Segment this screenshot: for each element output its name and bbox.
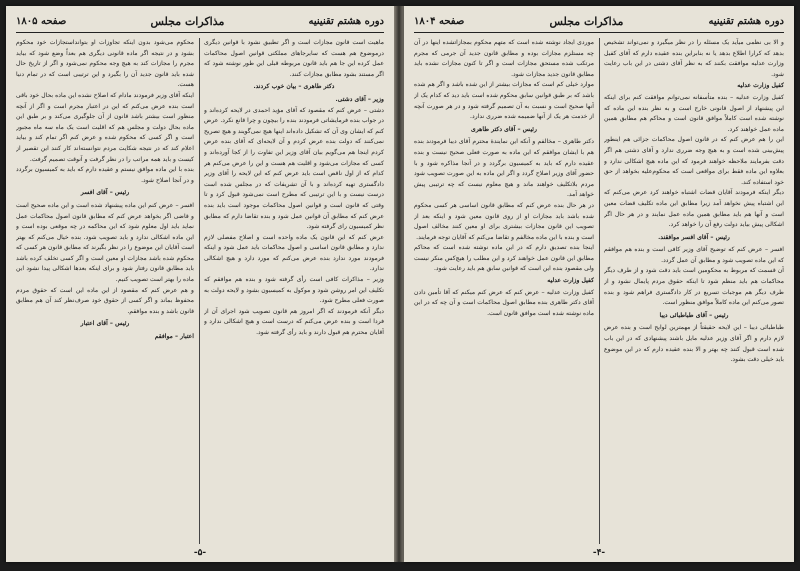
- header-page-number: صفحه ۱۸۰۵: [16, 15, 67, 27]
- speaker-call: رئیس – آقای طباطبائی دیبا: [659, 311, 729, 319]
- speaker-call: رئیس – آقای اعتبار: [80, 320, 130, 328]
- paragraph: دیگر آنکه فرمودند که اگر امروز هم قانون تصویب شود اجرای آن از فردا است و بنده عرض می‌کنم که درست است و هیچ اشکالی ندارد و آقایان محترم هم قبول دارند و باید رأی گرفته شود.: [204, 307, 384, 337]
- paragraph: کفیل وزارت عدلیه – بنده متأسفانه نمی‌توانم موافقت کنم برای اینکه این پیشنهاد از اصول قانونی خارج است و به نظر بنده این ماده که نوشته شده است کاملاً موافق قانون است و محاکم هم مطابق همین ماده عمل خواهند کرد.: [604, 93, 784, 133]
- paragraph: این را هم عرض کنم که در قانون اصول محاکمات جزائی هم اینطور پیش‌بینی شده است و به هیچ وجه ضرری ندارد و آقای دشتی هم اگر دقت بفرمایند ملاحظه خواهند فرمود که این ماده هیچ اشکالی ندارد و بعلاوه این ماده فقط برای مواقعی است که محکوم‌علیه بخواهد از حق خود استفاده کند.: [604, 136, 784, 186]
- page-header: [16, 12, 384, 30]
- paragraph: موردی ایجاد نوشته شده است که متهم محکوم بمجازاتشده اینها در آن چه مستلزم مجازات بوده و مطابق قانون جدید آن جرمی که مجرم مرتکب شده مستحق مجازات است و اگر تا کنون مجازات نشده باید مطابق قانون جدید مجازات شود.: [414, 39, 594, 78]
- header-rule: [16, 32, 384, 33]
- paragraph: دکتر طاهری – مخالفم و آنکه این نمایندهٔ محترم آقای دیبا فرمودند بنده هم با ایشان موافقم که این ماده به صورت فعلی صحیح نیست و بنده عقیده دارم که باید به کمیسیون برگردد و در آنجا مذاکره شود و با حضور آقای وزیر اصلاح گردد و اگر این ماده به این صورت تصویب شود مردم بلاتکلیف خواهند ماند و هیچ معلوم نیست که چه ترتیبی پیش خواهد آمد.: [414, 138, 594, 199]
- paragraph: اینجا بنده تصدیق دارم که در این ماده نوشته شده است که محاکم مطابق این قانون عمل خواهند کرد و این مطلب را هیچ‌کس منکر نیست ولی مقصود بنده این است که قوانین سابق هم باید رعایت شود.: [414, 244, 594, 273]
- paragraph: دیگر اینکه فرمودند آقایان قضات اشتباه خواهند کرد عرض می‌کنم که این اشتباه پیش نخواهد آمد زیرا مطابق این ماده تکلیف قضات معین است و آنها هم باید مطابق همین ماده عمل نمایند و در هر حال اگر اشکالی پیش بیاید دولت رفع آن را خواهد کرد.: [604, 189, 784, 229]
- header-volume: دوره هشتم تقنینیه: [308, 15, 384, 27]
- column-divider: [199, 38, 200, 544]
- speaker-call: رئیس – آقای افسر موافقند.: [658, 233, 730, 241]
- paragraph: دشتی – عرض کنم که مقصود که آقای مؤید احمدی در لایحه کرده‌اند و در جواب بنده فرمایشاتی فرمودند بنده را بیچون و چرا قانع نکرد. عرض کنم که ایشان وی آن که تشکیل داده‌اند اینها هیچ نمی‌گویند و هیچ تصریح نمی‌کنند که دولت بنده عرض کردم و آن لایحه‌ای که آقای بنده عرض کردم اینجا هم می‌گویم بیان آقای وزیر این تفاوت را از کجا آورده‌اند و کسی که مجازات می‌شود و اقلیت هم هست و این را عرض می‌کنم هر کدام که از اول ناقص است باید عرض کنم که این لایحه را آقای وزیر دادگستری تهیه کرده‌اند و با آن تشریفات که در مجلس شده است درست نیست و با این ترتیبی که مطرح است نمی‌شود قبول کرد و تا وقتی که قانون است و قوانین اصول محاکمات موجود است باید بنده عرض کنم که مطابق آن قوانین عمل شود و بنده تقاضا دارم که مطابق نظر کمیسیون رای گرفته شود.: [204, 106, 384, 231]
- paragraph: کفیل وزارت عدلیه – عرض کنم که عرض کنم میکنم که آقا تأمین دادن آقای دکتر طاهری بنده مطابق اصول محاکمات است و آن چه که در این ماده نوشته شده است موافق قانون است.: [414, 288, 594, 317]
- speaker-call: رئیس – آقای افسر: [80, 189, 130, 197]
- paragraph: طباطبائی دیبا – این لایحه حقیقتاً از مهمترین لوایح است و بنده عرض لازم دارم و اگر آقای وزیر عدلیه مایل باشند پیشنهادی که در این باب شده است قبول کنند چه بهتر و الا بنده عقیده دارم که در این موضوع باید خیلی دقت بشود.: [604, 324, 784, 364]
- paragraph: اینکه آقای وزیر فرمودند مادام که اصلاح نشده این ماده بحال خود باقی است بنده عرض می‌کنم که این در اعتبار مجرم است و اگر از آنچه منظور است بیشتر باشد قانون از آن جلوگیری می‌کند و بر طبق این ماده بحال دولت و مجلس هم که اقلیت است یک ماه سه ماه مجبور است و اگر کسی که محکوم شده و عرض کنم اگر تمام کند و بیاید اعلام کند که در نتیجه شکایت مردم نتوانسته‌اند کار کنند این تقصیر از کیست و باید همه مراتب را در نظر گرفت و آنوقت تصمیم گرفت.: [16, 91, 194, 163]
- paragraph: و الا بی نظمی میآید یک مسئله را در نظر میگیرد و نمی‌تواند تشخیص بدهد که کرارا اطلاع بدهد یا نه بنابراین بنده عقیده دارم که آقای کفیل وزارت عدلیه موافقت بکنند که به نظر آقای دشتی در این باب رعایت شود.: [604, 39, 784, 78]
- paragraph: موارد خیلی کم است که مجازات بیشتر از این شده باشد و اگر هم شده باشد که بر طبق قوانین سابق محکوم شده است باید دید که کدام یک از آنها صحیح است و نسبت به آن تصمیم گرفته شود و در هر صورت آنچه از خدمت هر یک از آنها ضمیمه شده ضرری ندارد.: [414, 81, 594, 121]
- paragraph: بنده با این ماده موافق نیستم و عقیده دارم که باید به کمیسیون برگردد و در آنجا اصلاح شود.: [16, 166, 194, 184]
- section-heading: کفیل وزارت عدلیه: [737, 82, 784, 90]
- book-gutter: [394, 6, 404, 562]
- right-column: [204, 38, 384, 544]
- header-title: مذاکرات مجلس: [549, 14, 624, 28]
- paragraph: و هم عرض کنم که مقصود از این ماده این است که حقوق مردم محفوظ بماند و اگر کسی از حقوق خود صرف‌نظر کند آن هم مطابق قانون باشد و بنده موافقم.: [16, 286, 194, 315]
- paragraph: وزیر – مذاکرات کافی است رأی گرفته شود و بنده هم موافقم که تکلیف این امر روشن شود و موکول به کمیسیون بشود و لایحه دولت به صورت فعلی مطرح شود.: [204, 276, 384, 305]
- right-column: [604, 38, 784, 544]
- right-page: [404, 6, 794, 562]
- page-header: [414, 12, 784, 30]
- speaker-line: وزیر – آقای دشتی.: [335, 95, 384, 103]
- speaker-call: رئیس – آقای دکتر طاهری: [471, 125, 537, 133]
- speaker-call: دکتر طاهری – بیان خوب کردند.: [253, 83, 335, 91]
- header-volume: دوره هشتم تقنینیه: [708, 15, 784, 27]
- column-divider: [599, 38, 600, 544]
- paragraph: محکوم می‌شود بدون اینکه تجاوزات او بتوانداستجازات خود محکوم بشود و در نتیجه اگر ماده قانونی دیگری هم بعداً وضع شود که بیاید مجرم را مجازات کند به هیچ وجه محکوم نمی‌شود و اگر از تاریخ حال شده باید قانون جدید آن را بگیرد و این ترتیبی است که در تمام دنیا هست.: [16, 39, 194, 89]
- paragraph: افسر – عرض کنم که توضیح آقای وزیر کافی است و بنده هم موافقم که این ماده تصویب شود و مطابق آن عمل گردد.: [604, 246, 784, 264]
- section-heading: کفیل وزارت عدلیه: [547, 277, 594, 285]
- page-number: -۴-: [592, 548, 606, 558]
- header-rule: [414, 32, 784, 33]
- paragraph: ماهیت است قانون مجازات است و اگر تطبیق نشود با قوانین دیگری درموضوع هم هست که سایرجاهای مملکتی قوانین اصول محاکمات عمل کرده این جا هم باید قانون مربوطه قبلی این طور نوشته شود که اگر مستند بشود مطابق مجازات کنند.: [204, 39, 384, 78]
- paragraph: در هر حال بنده عرض کنم که مطابق قانون اساسی هر کسی محکوم شده باشد باید مجازات او از روی قانون معین شود و اینکه بعد از تصویب این قانون مجازات بیشتری برای او معین کنند مخالف اصول است و بنده با این ماده مخالفم و تقاضا می‌کنم که آقایان توجه فرمایند.: [414, 201, 594, 241]
- header-title: مذاکرات مجلس: [150, 14, 225, 28]
- left-column: [414, 38, 594, 544]
- paragraph: عرض کنم که این قانون یک ماده واحده است و اصلاح مفصلی لازم ندارد و مطابق قانون اساسی و اصول محاکمات باید عمل شود و اینکه فرمودند مورد ندارد بنده عرض می‌کنم که مورد دارد و هیچ اشکالی ندارد.: [204, 233, 384, 273]
- speaker-line: اعتبار – موافقم: [154, 333, 194, 341]
- paragraph: آن قسمت که مربوط به محکومین است باید دقت شود و از طرف دیگر محاکمات هم باید منظم شود تا اینکه حقوق مردم پایمال نشود و از طرف دیگر هم موجبات تسریع در کار دادگستری فراهم شود و بنده تصور می‌کنم این ماده کاملاً موافق منظور است.: [604, 267, 784, 307]
- header-page-number: صفحه ۱۸۰۴: [414, 15, 465, 27]
- left-page: [6, 6, 394, 562]
- left-column: [16, 38, 194, 544]
- page-number: -۵-: [193, 548, 207, 558]
- paragraph: افسر – عرض کنم این ماده پیشنهاد شده است و این ماده صحیح است و قاضی اگر بخواهد عرض کنم که مطابق قانون اصول محاکمات عمل نماید باید اول معلوم شود که این محاکمه در چه موقعی بوده است و این ماده اشکالی ندارد و باید تصویب شود. بنده خیال می‌کنم که بهتر است آقایان این موضوع را در نظر بگیرند که مطابق قانون هر کسی که محکوم شده باشد مجازات او معین است و اگر کسی تخلف کرده باشد باید مطابق قانون رفتار شود و برای اینکه بعدها اشکالی پیدا نشود این ماده را بهتر است تصویب کنیم.: [16, 201, 194, 284]
